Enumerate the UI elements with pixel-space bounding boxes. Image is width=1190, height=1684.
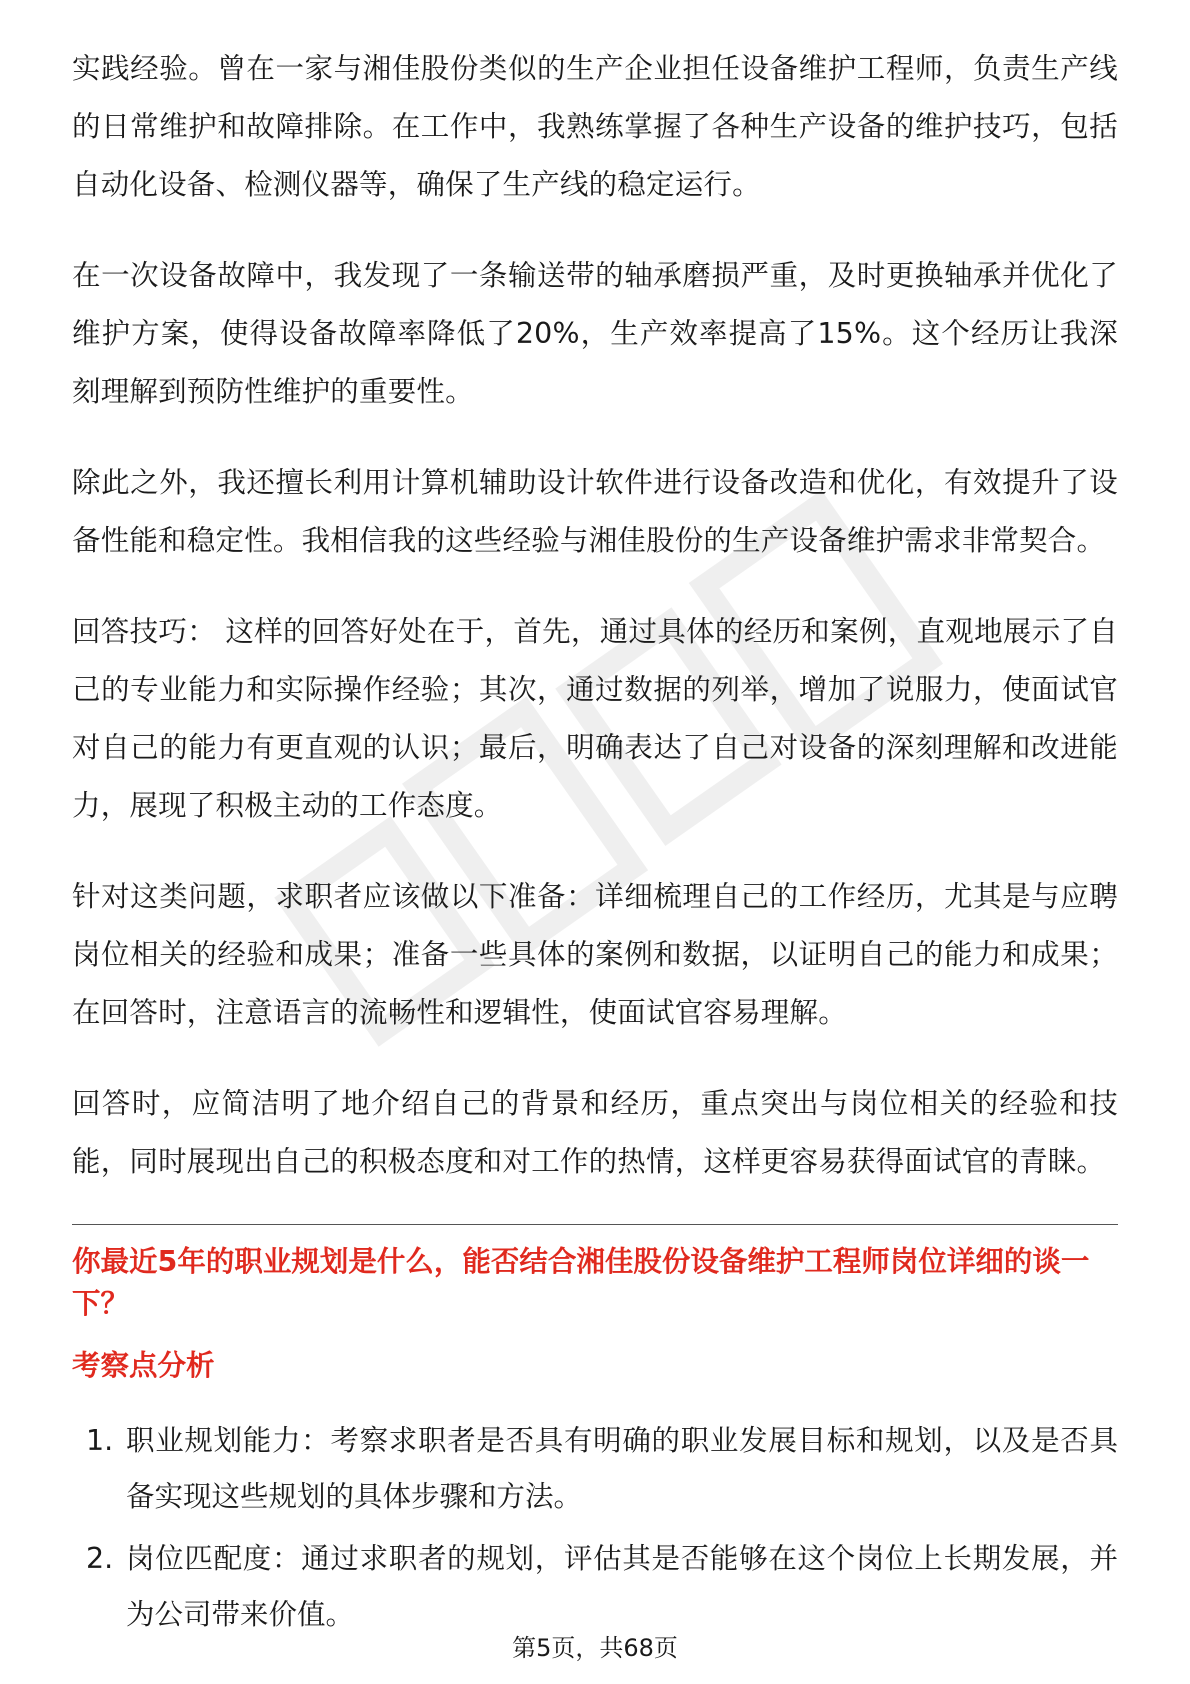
body-paragraph (72, 868, 1118, 1042)
paragraph-text: 在一次设备故障中，我发现了一条输送带的轴承磨损严重，及时更换轴承并优化了维护方案，使得设备故障率降低了20%，生产效率提高了15%。这个经历让我深刻理解到预防性维护的重要性。 (72, 259, 1118, 408)
list-item-text: 职业规划能力：考察求职者是否具有明确的职业发展目标和规划，以及是否具备实现这些规划的具体步骤和方法。 (126, 1424, 1118, 1513)
body-paragraph (72, 603, 1118, 835)
body-paragraph (72, 40, 1118, 214)
list-item-text: 岗位匹配度：通过求职者的规划，评估其是否能够在这个岗位上长期发展，并为公司带来价值。 (126, 1542, 1118, 1631)
list-item (72, 1531, 1118, 1643)
paragraph-text: 除此之外，我还擅长利用计算机辅助设计软件进行设备改造和优化，有效提升了设备性能和稳定性。我相信我的这些经验与湘佳股份的生产设备维护需求非常契合。 (72, 466, 1118, 557)
section-divider (72, 1224, 1118, 1225)
paragraph-text: 回答技巧： 这样的回答好处在于，首先，通过具体的经历和案例，直观地展示了自己的专业能力和实际操作经验；其次，通过数据的列举，增加了说服力，使面试官对自己的能力有更直观的认识；最后，明确表达了自己对设备的深刻理解和改进能力，展现了积极主动的工作态度。 (72, 615, 1118, 822)
paragraph-text: 回答时，应简洁明了地介绍自己的背景和经历，重点突出与岗位相关的经验和技能，同时展现出自己的积极态度和对工作的热情，这样更容易获得面试官的青睐。 (72, 1087, 1118, 1178)
paragraph-text: 针对这类问题，求职者应该做以下准备：详细梳理自己的工作经历，尤其是与应聘岗位相关的经验和成果；准备一些具体的案例和数据，以证明自己的能力和成果；在回答时，注意语言的流畅性和逻辑性，使面试官容易理解。 (72, 880, 1118, 1029)
body-paragraph (72, 1075, 1118, 1191)
question-heading: 你最近5年的职业规划是什么，能否结合湘佳股份设备维护工程师岗位详细的谈一下？ (72, 1245, 1090, 1320)
body-paragraph (72, 454, 1118, 570)
analysis-list (72, 1413, 1118, 1643)
paragraph-text: 实践经验。曾在一家与湘佳股份类似的生产企业担任设备维护工程师，负责生产线的日常维护和故障排除。在工作中，我熟练掌握了各种生产设备的维护技巧，包括自动化设备、检测仪器等，确保了生产线的稳定运行。 (72, 52, 1118, 201)
body-paragraph (72, 247, 1118, 421)
list-item-number: 1. (86, 1424, 114, 1457)
document-page (72, 40, 1118, 1649)
list-item-number: 2. (86, 1542, 114, 1575)
page-footer: 第5页，共68页 (512, 1634, 678, 1662)
section-title: 考察点分析 (72, 1349, 215, 1382)
list-item (72, 1413, 1118, 1525)
